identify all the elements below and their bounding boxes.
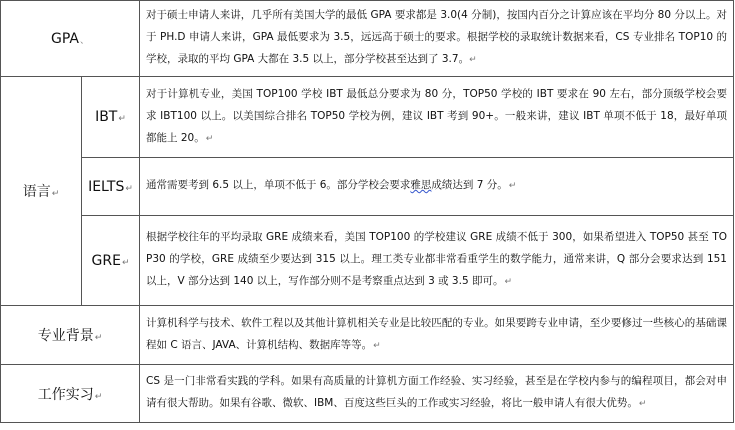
ielts-text-cell	[140, 158, 734, 216]
ibt-label: IBT	[95, 109, 118, 125]
work-label: 工作实习	[37, 386, 94, 403]
background-text-cell	[140, 306, 734, 365]
background-end-mark: ↵	[373, 340, 381, 351]
background-label: 专业背景	[37, 328, 94, 344]
background-label-cell	[1, 306, 140, 365]
gre-text-cell	[140, 216, 734, 306]
table-row-ibt	[1, 77, 734, 158]
table-row-background	[1, 306, 734, 365]
ibt-label-mark: ↵	[118, 114, 126, 124]
table-row-gre	[1, 216, 734, 306]
gre-label: GRE	[91, 252, 121, 269]
ielts-label: IELTS	[88, 178, 125, 195]
table-row-work	[1, 365, 734, 423]
gre-label-mark: ↵	[121, 257, 130, 268]
gre-label-cell	[82, 216, 140, 306]
ibt-label-cell	[82, 77, 140, 158]
ielts-label-cell	[82, 158, 140, 216]
ielts-text-after: 成绩达到 7 分。	[431, 179, 508, 191]
gpa-label-cell	[1, 1, 140, 77]
gpa-text-cell	[140, 1, 734, 77]
language-label: 语言	[22, 184, 51, 200]
ibt-end-mark: ↵	[205, 133, 214, 144]
language-label-mark: ↵	[51, 189, 60, 199]
gpa-label: GPA	[51, 30, 79, 47]
gre-text: 根据学校往年的平均录取 GRE 成绩来看，美国 TOP100 的学校建议 GRE 成绩不低于 300，如果希望进入 TOP50 甚至 TOP30 的学校，GRE 成绩至少要达到 315 以上。理工类专业都非常看重学生的数学能力，通常来讲，Q 部分会要求达到 151 以上，V 部分达到 140 以上，写作部分则不是考察重点达到 3 或 3.5 即可。	[146, 231, 727, 287]
gpa-end-mark: ↵	[469, 55, 477, 65]
work-text-cell	[140, 365, 734, 423]
work-label-cell	[1, 365, 140, 423]
work-text: CS 是一门非常看实践的学科。如果有高质量的计算机方面工作经验、实习经验，甚至是在学校内参与的编程项目，都会对申请有很大帮助。如果有谷歌、微软、IBM、百度这些巨头的工作或实习经验，将比一般申请人有很大优势。	[146, 375, 727, 409]
work-label-mark: ↵	[94, 391, 103, 402]
ielts-label-mark: ↵	[125, 183, 133, 194]
ibt-text: 对于计算机专业，美国 TOP100 学校 IBT 最低总分要求为 80 分，TOP50 学校的 IBT 要求在 90 左右，部分顶级学校会要求 IBT100 以上。以美国综合排名 TOP50 学校为例，建议 IBT 考到 90+。一般来讲，建议 IBT 单项不低于 18，最好单项都能上 20。	[146, 87, 727, 144]
ibt-text-cell	[140, 77, 734, 158]
work-end-mark: ↵	[638, 399, 647, 409]
ielts-text-squiggle: 雅思	[410, 179, 432, 191]
gpa-label-mark: 、	[79, 35, 89, 46]
ielts-end-mark: ↵	[508, 181, 517, 191]
table-row-gpa	[1, 1, 734, 77]
background-label-mark: ↵	[94, 333, 103, 343]
gre-end-mark: ↵	[504, 277, 513, 287]
background-text: 计算机科学与技术、软件工程以及其他计算机相关专业是比较匹配的专业。如果要跨专业申请，至少要修过一些核心的基础课程如 C 语言、JAVA、计算机结构、数据库等等。	[146, 316, 727, 351]
ielts-text-before: 通常需要考到 6.5 以上，单项不低于 6。部分学校会要求	[146, 179, 411, 191]
table-row-ielts	[1, 158, 734, 216]
language-label-cell	[1, 77, 82, 306]
gpa-text: 对于硕士申请人来讲，几乎所有美国大学的最低 GPA 要求都是 3.0(4 分制)，按国内百分之计算应该在平均分 80 分以上。对于 PH.D 申请人来讲，GPA 最低要求为 3.5，远远高于硕士的要求。根据学校的录取统计数据来看，CS 专业排名 TOP10 的学校，录取的平均 GPA 大都在 3.5 以上，部分学校甚至达到了 3.7。	[146, 9, 727, 65]
